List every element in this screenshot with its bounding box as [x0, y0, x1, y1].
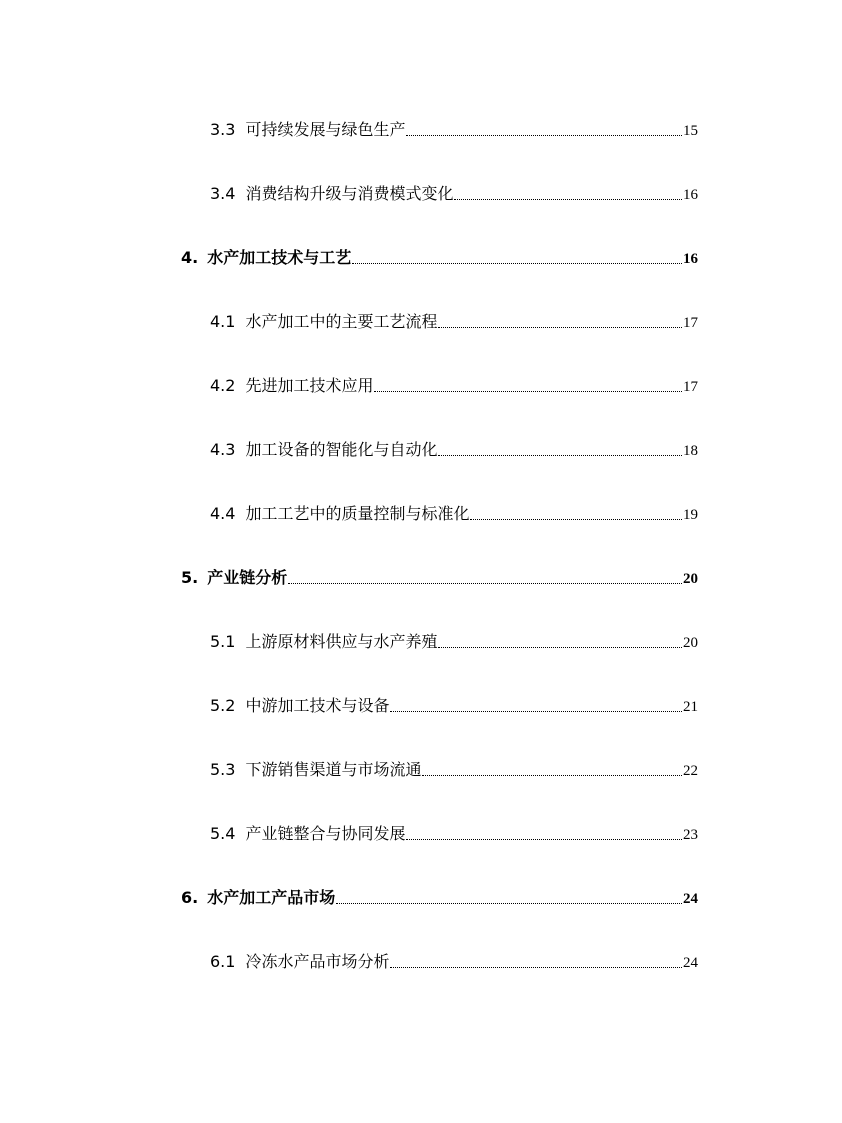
toc-entry-4[interactable]	[181, 246, 698, 270]
toc-entry-title: 可持续发展与绿色生产	[245, 120, 406, 139]
dot-leader	[352, 262, 682, 264]
toc-entry-page: 24	[683, 891, 698, 907]
toc-entry-title: 产业链分析	[207, 568, 288, 587]
toc-entry-number: 5.4	[210, 824, 236, 843]
toc-entry-page: 16	[683, 251, 698, 267]
toc-entry-number: 3.3	[210, 120, 236, 139]
toc-entry-5-1[interactable]	[210, 630, 698, 654]
dot-leader	[438, 454, 682, 456]
toc-entry-5-4[interactable]	[210, 822, 698, 846]
toc-entry-page: 23	[683, 827, 698, 843]
dot-leader	[470, 518, 682, 520]
toc-entry-title: 水产加工技术与工艺	[207, 248, 352, 267]
toc-entry-page: 17	[683, 379, 698, 395]
toc-entry-title: 下游销售渠道与市场流通	[245, 760, 422, 779]
dot-leader	[374, 390, 682, 392]
toc-entry-page: 15	[683, 123, 698, 139]
dot-leader	[390, 710, 682, 712]
toc-entry-page: 20	[683, 571, 698, 587]
toc-entry-5[interactable]	[181, 566, 698, 590]
toc-entry-5-2[interactable]	[210, 694, 698, 718]
toc-entry-number: 5.	[181, 568, 199, 587]
dot-leader	[406, 838, 682, 840]
toc-entry-title: 加工设备的智能化与自动化	[245, 440, 438, 459]
toc-entry-5-3[interactable]	[210, 758, 698, 782]
toc-entry-title: 上游原材料供应与水产养殖	[245, 632, 438, 651]
toc-entry-number: 6.1	[210, 952, 236, 971]
toc-entry-title: 水产加工产品市场	[207, 888, 336, 907]
toc-entry-title: 产业链整合与协同发展	[245, 824, 406, 843]
toc-entry-4-3[interactable]	[210, 438, 698, 462]
toc-entry-title: 冷冻水产品市场分析	[245, 952, 390, 971]
toc-entry-page: 17	[683, 315, 698, 331]
toc-entry-number: 5.2	[210, 696, 236, 715]
toc-entry-6-1[interactable]	[210, 950, 698, 974]
toc-entry-number: 3.4	[210, 184, 236, 203]
dot-leader	[390, 966, 682, 968]
toc-entry-page: 16	[683, 187, 698, 203]
toc-entry-3-4[interactable]	[210, 182, 698, 206]
dot-leader	[454, 198, 682, 200]
toc-entry-page: 18	[683, 443, 698, 459]
toc-entry-title: 加工工艺中的质量控制与标准化	[245, 504, 470, 523]
dot-leader	[406, 134, 682, 136]
toc-entry-number: 4.1	[210, 312, 236, 331]
dot-leader	[422, 774, 682, 776]
toc-entry-number: 6.	[181, 888, 199, 907]
dot-leader	[438, 326, 682, 328]
toc-entry-3-3[interactable]	[210, 118, 698, 142]
toc-entry-title: 消费结构升级与消费模式变化	[245, 184, 454, 203]
toc-entry-6[interactable]	[181, 886, 698, 910]
toc-entry-4-2[interactable]	[210, 374, 698, 398]
toc-entry-page: 24	[683, 955, 698, 971]
toc-entry-number: 4.	[181, 248, 199, 267]
toc-entry-number: 5.3	[210, 760, 236, 779]
toc-entry-number: 4.2	[210, 376, 236, 395]
toc-entry-page: 21	[683, 699, 698, 715]
toc-entry-number: 4.3	[210, 440, 236, 459]
toc-entry-title: 水产加工中的主要工艺流程	[245, 312, 438, 331]
toc-entry-title: 先进加工技术应用	[245, 376, 374, 395]
toc-entry-4-1[interactable]	[210, 310, 698, 334]
toc-entry-number: 5.1	[210, 632, 236, 651]
toc-entry-page: 19	[683, 507, 698, 523]
toc-entry-title: 中游加工技术与设备	[245, 696, 390, 715]
toc-entry-4-4[interactable]	[210, 502, 698, 526]
dot-leader	[438, 646, 682, 648]
toc-entry-number: 4.4	[210, 504, 236, 523]
dot-leader	[288, 582, 682, 584]
toc-entry-page: 22	[683, 763, 698, 779]
toc-entry-page: 20	[683, 635, 698, 651]
dot-leader	[336, 902, 682, 904]
